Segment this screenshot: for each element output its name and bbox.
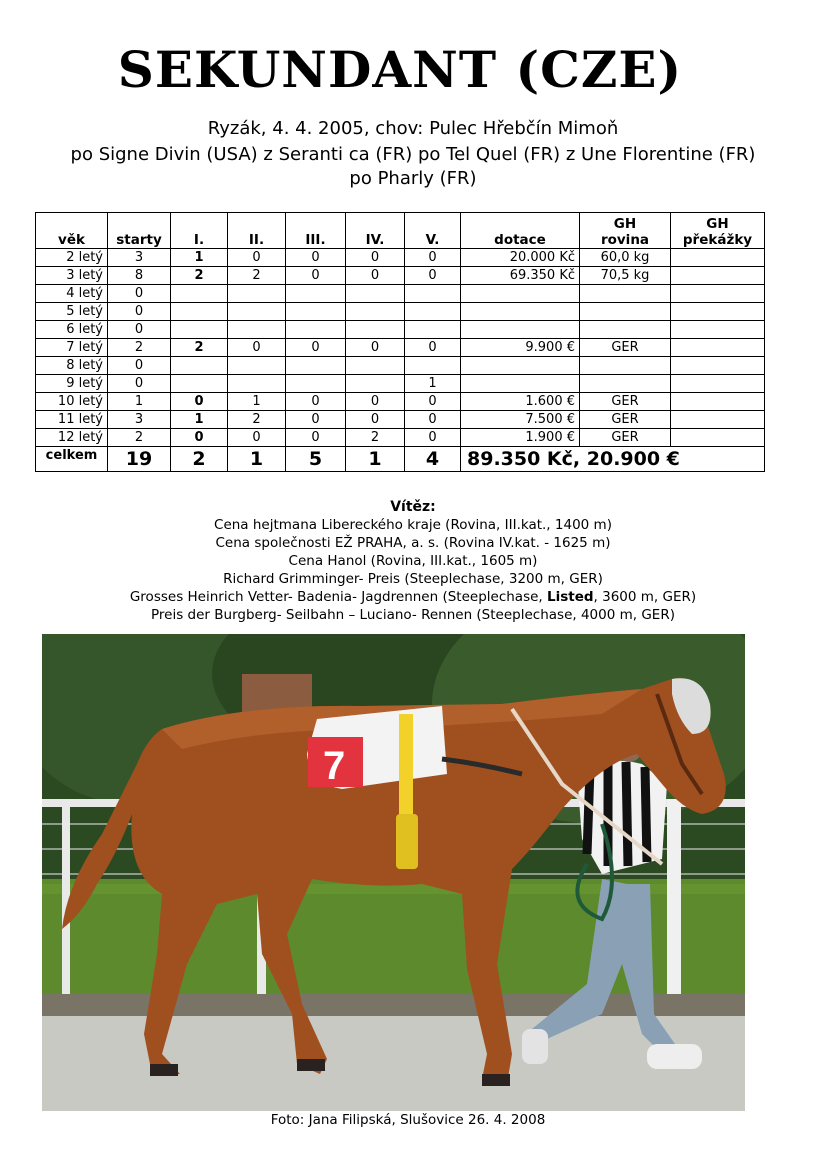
table-row: [36, 267, 765, 285]
table-row: [36, 357, 765, 375]
cell-fourth: 0: [346, 393, 405, 411]
table-row: [36, 285, 765, 303]
winner-item: Richard Grimminger- Preis (Steeplechase, 3200 m, GER): [223, 571, 603, 587]
table-row: [36, 321, 765, 339]
cell-third: [286, 357, 346, 375]
cell-gh-jumps: [671, 429, 765, 447]
cell-starts: 0: [108, 303, 171, 321]
table-row: [36, 339, 765, 357]
cell-gh-jumps: [671, 303, 765, 321]
cell-starts: 0: [108, 321, 171, 339]
cell-gh-jumps: [671, 321, 765, 339]
cell-age: 7 letý: [36, 339, 108, 357]
col-fourth: IV.: [346, 213, 405, 249]
cell-gh-flat: [580, 285, 671, 303]
cell-first: 1: [171, 411, 228, 429]
cell-fifth: 0: [405, 411, 461, 429]
cell-gh-flat: GER: [580, 429, 671, 447]
cell-third: 0: [286, 429, 346, 447]
cell-prize: [461, 285, 580, 303]
col-gh-flat: GH rovina: [580, 213, 671, 249]
total-label: celkem: [36, 447, 108, 472]
cell-fourth: 0: [346, 411, 405, 429]
cell-gh-flat: [580, 357, 671, 375]
cell-third: 0: [286, 393, 346, 411]
cell-age: 6 letý: [36, 321, 108, 339]
cell-prize: 1.600 €: [461, 393, 580, 411]
cell-prize: 9.900 €: [461, 339, 580, 357]
cell-starts: 3: [108, 249, 171, 267]
cell-second: [228, 303, 286, 321]
cell-gh-flat: 70,5 kg: [580, 267, 671, 285]
table-total-row: [36, 447, 765, 472]
cell-prize: 69.350 Kč: [461, 267, 580, 285]
cell-fifth: [405, 285, 461, 303]
cell-first: 2: [171, 339, 228, 357]
col-first: I.: [171, 213, 228, 249]
cell-fourth: 0: [346, 339, 405, 357]
cell-age: 2 letý: [36, 249, 108, 267]
cell-gh-jumps: [671, 267, 765, 285]
winner-item: Cena hejtmana Libereckého kraje (Rovina, III.kat., 1400 m): [214, 517, 612, 533]
col-starts: starty: [108, 213, 171, 249]
table-row: [36, 429, 765, 447]
cell-fifth: 0: [405, 393, 461, 411]
cell-gh-jumps: [671, 411, 765, 429]
col-prize: dotace: [461, 213, 580, 249]
horse-name-title: SEKUNDANT (CZE): [117, 40, 683, 99]
cell-first: [171, 357, 228, 375]
col-gh-jumps: GH překážky: [671, 213, 765, 249]
cell-age: 11 letý: [36, 411, 108, 429]
cell-third: [286, 285, 346, 303]
cell-first: 0: [171, 393, 228, 411]
cell-prize: [461, 321, 580, 339]
cell-age: 3 letý: [36, 267, 108, 285]
cell-prize: [461, 303, 580, 321]
col-third: III.: [286, 213, 346, 249]
cell-age: 12 letý: [36, 429, 108, 447]
cell-starts: 1: [108, 393, 171, 411]
cell-gh-flat: GER: [580, 411, 671, 429]
total-prize: 89.350 Kč, 20.900 €: [461, 447, 765, 472]
cell-age: 5 letý: [36, 303, 108, 321]
cell-second: 0: [228, 339, 286, 357]
cell-second: [228, 357, 286, 375]
cell-gh-flat: GER: [580, 339, 671, 357]
cell-age: 10 letý: [36, 393, 108, 411]
cell-third: 0: [286, 411, 346, 429]
cell-starts: 0: [108, 375, 171, 393]
cell-second: 2: [228, 411, 286, 429]
cell-third: [286, 303, 346, 321]
cell-starts: 0: [108, 285, 171, 303]
info-line-3: po Pharly (FR): [349, 168, 477, 189]
cell-starts: 0: [108, 357, 171, 375]
cell-second: [228, 321, 286, 339]
cell-fourth: [346, 321, 405, 339]
race-stats-table: [35, 212, 765, 472]
cell-second: [228, 375, 286, 393]
total-fourth: 1: [346, 447, 405, 472]
cell-gh-jumps: [671, 285, 765, 303]
table-header-row: [36, 213, 765, 249]
cell-first: [171, 375, 228, 393]
cell-fourth: [346, 357, 405, 375]
horse-photo-illustration: [42, 634, 745, 1111]
total-starts: 19: [108, 447, 171, 472]
cell-prize: 1.900 €: [461, 429, 580, 447]
cell-fifth: [405, 321, 461, 339]
cell-starts: 2: [108, 429, 171, 447]
cell-gh-flat: [580, 303, 671, 321]
number-cloth-label: 7: [323, 744, 346, 788]
table-row: [36, 303, 765, 321]
cell-fifth: [405, 303, 461, 321]
cell-gh-jumps: [671, 357, 765, 375]
cell-first: [171, 303, 228, 321]
cell-gh-flat: [580, 375, 671, 393]
cell-prize: [461, 375, 580, 393]
cell-fourth: 0: [346, 267, 405, 285]
cell-first: 1: [171, 249, 228, 267]
cell-age: 8 letý: [36, 357, 108, 375]
winner-item-listed: Grosses Heinrich Vetter- Badenia- Jagdrennen (Steeplechase, Listed, 3600 m, GER): [129, 589, 697, 605]
cell-fourth: [346, 375, 405, 393]
cell-gh-jumps: [671, 249, 765, 267]
winner-item: Cena společnosti EŽ PRAHA, a. s. (Rovina IV.kat. - 1625 m): [215, 535, 611, 551]
col-age: věk: [36, 213, 108, 249]
cell-third: 0: [286, 249, 346, 267]
cell-age: 4 letý: [36, 285, 108, 303]
cell-second: 0: [228, 249, 286, 267]
cell-fifth: 0: [405, 267, 461, 285]
horse-photo: [42, 634, 745, 1111]
table-row: [36, 411, 765, 429]
cell-fifth: 1: [405, 375, 461, 393]
cell-third: [286, 375, 346, 393]
table-row: [36, 375, 765, 393]
cell-starts: 2: [108, 339, 171, 357]
table-row: [36, 393, 765, 411]
cell-second: 1: [228, 393, 286, 411]
cell-gh-jumps: [671, 393, 765, 411]
cell-second: 0: [228, 429, 286, 447]
cell-prize: 20.000 Kč: [461, 249, 580, 267]
cell-fourth: 2: [346, 429, 405, 447]
cell-gh-flat: 60,0 kg: [580, 249, 671, 267]
cell-fourth: [346, 285, 405, 303]
cell-first: [171, 321, 228, 339]
cell-first: 0: [171, 429, 228, 447]
cell-prize: 7.500 €: [461, 411, 580, 429]
table-row: [36, 249, 765, 267]
cell-second: [228, 285, 286, 303]
cell-second: 2: [228, 267, 286, 285]
cell-fifth: 0: [405, 429, 461, 447]
info-line-1: Ryzák, 4. 4. 2005, chov: Pulec Hřebčín Mimoň: [207, 118, 619, 139]
cell-gh-jumps: [671, 339, 765, 357]
winner-item: Cena Hanol (Rovina, III.kat., 1605 m): [288, 553, 538, 569]
cell-gh-jumps: [671, 375, 765, 393]
cell-fourth: [346, 303, 405, 321]
cell-starts: 8: [108, 267, 171, 285]
col-fifth: V.: [405, 213, 461, 249]
total-third: 5: [286, 447, 346, 472]
cell-gh-flat: GER: [580, 393, 671, 411]
total-first: 2: [171, 447, 228, 472]
cell-third: 0: [286, 267, 346, 285]
winners-section: [0, 498, 826, 624]
cell-fifth: 0: [405, 249, 461, 267]
info-line-2: po Signe Divin (USA) z Seranti ca (FR) po Tel Quel (FR) z Une Florentine (FR): [70, 144, 756, 165]
total-fifth: 4: [405, 447, 461, 472]
winner-item: Preis der Burgberg- Seilbahn – Luciano- Rennen (Steeplechase, 4000 m, GER): [151, 607, 675, 623]
cell-fifth: [405, 357, 461, 375]
winners-heading: Vítěz:: [390, 499, 436, 515]
col-second: II.: [228, 213, 286, 249]
cell-fifth: 0: [405, 339, 461, 357]
cell-starts: 3: [108, 411, 171, 429]
cell-first: 2: [171, 267, 228, 285]
cell-prize: [461, 357, 580, 375]
cell-third: [286, 321, 346, 339]
photo-caption: Foto: Jana Filipská, Slušovice 26. 4. 2008: [270, 1112, 546, 1128]
cell-fourth: 0: [346, 249, 405, 267]
total-second: 1: [228, 447, 286, 472]
cell-first: [171, 285, 228, 303]
cell-age: 9 letý: [36, 375, 108, 393]
cell-third: 0: [286, 339, 346, 357]
cell-gh-flat: [580, 321, 671, 339]
